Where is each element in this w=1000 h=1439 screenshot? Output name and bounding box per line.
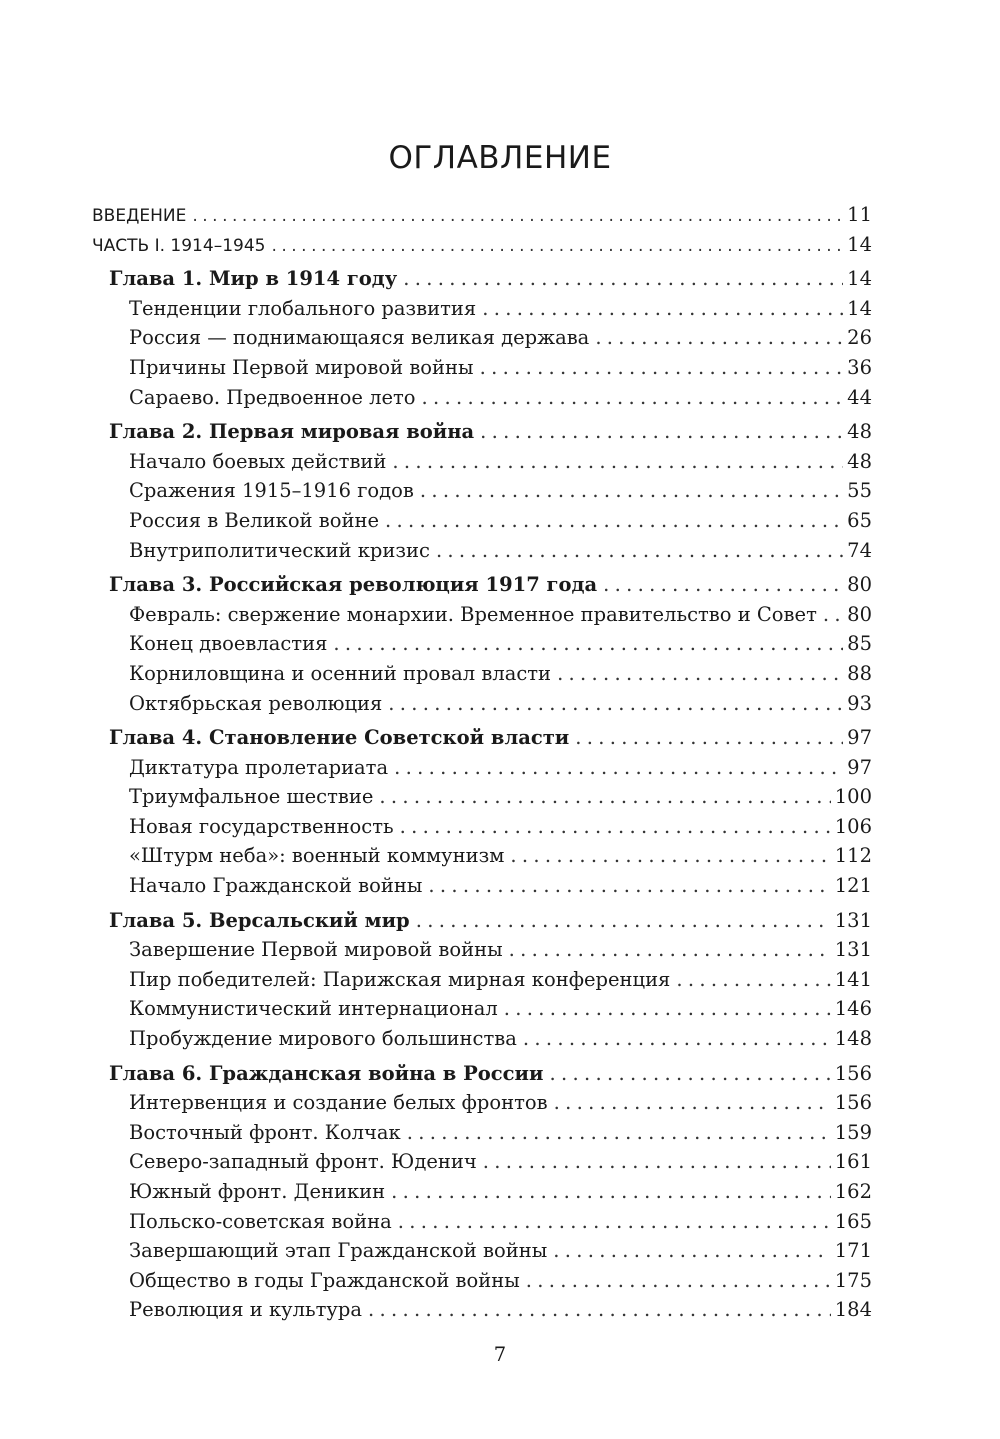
toc-chapter-entry[interactable]: [92, 1062, 872, 1092]
toc-section-entry[interactable]: [92, 1239, 872, 1269]
dot-leader: [368, 1298, 831, 1321]
toc-chapter-entry[interactable]: [92, 267, 872, 297]
toc-entry-page-number: 14: [847, 267, 872, 291]
toc-entry-title: Интервенция и создание белых фронтов: [129, 1091, 548, 1115]
toc-entry-page-number: 159: [834, 1120, 872, 1144]
dot-leader: [422, 386, 844, 409]
table-of-contents: [92, 203, 872, 1328]
toc-entry-page-number: 97: [847, 755, 872, 779]
toc-entry-title: Корниловщина и осенний провал власти: [129, 661, 552, 685]
toc-section-entry[interactable]: [92, 1091, 872, 1121]
toc-entry-title: Тенденции глобального развития: [129, 296, 477, 320]
dot-leader: [192, 206, 843, 226]
toc-entry-title: Пробуждение мирового большинства: [129, 1027, 517, 1051]
toc-part-entry[interactable]: [92, 233, 872, 263]
dot-leader: [549, 1062, 830, 1085]
toc-section-entry[interactable]: [92, 539, 872, 569]
dot-leader: [271, 236, 843, 256]
dot-leader: [392, 450, 843, 473]
toc-section-entry[interactable]: [92, 874, 872, 904]
toc-entry-title: Россия — поднимающаяся великая держава: [129, 326, 590, 350]
toc-entry-page-number: 97: [847, 726, 872, 750]
dot-leader: [526, 1269, 831, 1292]
dot-leader: [523, 1027, 831, 1050]
toc-entry-title: «Штурм неба»: военный коммунизм: [129, 844, 505, 868]
toc-entry-title: Февраль: свержение монархии. Временное правительство и Совет: [129, 602, 817, 626]
toc-entry-title: Россия в Великой войне: [129, 508, 380, 532]
dot-leader: [420, 479, 843, 502]
toc-entry-title: Сражения 1915–1916 годов: [129, 479, 414, 503]
dot-leader: [483, 1150, 831, 1173]
toc-section-entry[interactable]: [92, 356, 872, 386]
dot-leader: [480, 420, 843, 443]
toc-section-entry[interactable]: [92, 632, 872, 662]
toc-section-entry[interactable]: [92, 997, 872, 1027]
dot-leader: [436, 539, 843, 562]
dot-leader: [388, 692, 843, 715]
toc-entry-title: Южный фронт. Деникин: [129, 1180, 386, 1203]
toc-entry-page-number: 131: [834, 908, 872, 932]
toc-entry-title: Завершающий этап Гражданской войны: [129, 1239, 548, 1263]
toc-entry-title: Северо-западный фронт. Юденич: [129, 1150, 477, 1174]
toc-entry-page-number: 80: [847, 573, 872, 597]
toc-section-entry[interactable]: [92, 968, 872, 998]
page-title: ОГЛАВЛЕНИЕ: [388, 140, 612, 176]
toc-section-entry[interactable]: [92, 450, 872, 480]
toc-entry-page-number: 184: [834, 1298, 872, 1322]
toc-entry-page-number: 14: [847, 296, 872, 320]
toc-entry-page-number: 156: [834, 1091, 872, 1115]
toc-entry-page-number: 161: [834, 1150, 872, 1174]
toc-entry-page-number: 74: [847, 538, 872, 562]
toc-section-entry[interactable]: [92, 297, 872, 327]
toc-entry-title: Конец двоевластия: [129, 632, 328, 656]
toc-section-entry[interactable]: [92, 1269, 872, 1299]
toc-entry-page-number: 112: [834, 844, 872, 868]
toc-chapter-entry[interactable]: [92, 573, 872, 603]
toc-chapter-entry[interactable]: [92, 726, 872, 756]
toc-entry-page-number: 148: [834, 1027, 872, 1051]
dot-leader: [428, 874, 830, 897]
toc-entry-page-number: 80: [847, 602, 872, 626]
toc-entry-title: Польско-советская война: [129, 1209, 392, 1233]
page-number: 7: [493, 1343, 507, 1366]
toc-section-entry[interactable]: [92, 603, 872, 633]
toc-entry-title: Глава 2. Первая мировая война: [109, 420, 475, 444]
toc-entry-page-number: 146: [834, 997, 872, 1021]
toc-section-entry[interactable]: [92, 1210, 872, 1240]
toc-section-entry[interactable]: [92, 756, 872, 786]
toc-part-entry[interactable]: [92, 203, 872, 233]
toc-entry-page-number: 156: [834, 1061, 872, 1085]
toc-entry-title: Глава 3. Российская революция 1917 года: [109, 573, 598, 597]
toc-section-entry[interactable]: [92, 1121, 872, 1151]
toc-entry-title: Коммунистический интернационал: [129, 997, 498, 1021]
toc-entry-page-number: 14: [847, 232, 872, 256]
toc-entry-title: Глава 4. Становление Советской власти: [109, 726, 570, 750]
toc-section-entry[interactable]: [92, 509, 872, 539]
toc-chapter-entry[interactable]: [92, 909, 872, 939]
toc-entry-page-number: 175: [834, 1268, 872, 1292]
dot-leader: [480, 356, 844, 379]
toc-entry-page-number: 162: [834, 1180, 872, 1203]
toc-section-entry[interactable]: [92, 1150, 872, 1180]
toc-section-entry[interactable]: [92, 326, 872, 356]
toc-entry-title: Новая государственность: [129, 814, 394, 838]
toc-section-entry[interactable]: [92, 785, 872, 815]
dot-leader: [379, 785, 830, 808]
toc-entry-page-number: 93: [847, 691, 872, 715]
toc-entry-title: Завершение Первой мировой войны: [129, 938, 503, 962]
dot-leader: [400, 815, 831, 838]
toc-entry-page-number: 65: [847, 508, 872, 532]
toc-section-entry[interactable]: [92, 815, 872, 845]
toc-entry-page-number: 85: [847, 632, 872, 656]
toc-entry-page-number: 48: [847, 420, 872, 444]
toc-entry-page-number: 48: [847, 449, 872, 473]
dot-leader: [676, 968, 830, 991]
dot-leader: [504, 997, 831, 1020]
toc-entry-title: Восточный фронт. Колчак: [129, 1120, 401, 1144]
toc-section-entry[interactable]: [92, 386, 872, 416]
toc-entry-title: Революция и культура: [129, 1298, 363, 1322]
toc-entry-page-number: 36: [847, 355, 872, 379]
toc-entry-title: Пир победителей: Парижская мирная конференция: [129, 967, 671, 991]
toc-entry-page-number: 121: [834, 874, 872, 898]
toc-entry-page-number: 88: [847, 661, 872, 685]
toc-entry-title: Сараево. Предвоенное лето: [129, 385, 416, 409]
toc-entry-page-number: 44: [847, 385, 872, 409]
toc-section-entry[interactable]: [92, 844, 872, 874]
toc-entry-title: ЧАСТЬ I. 1914–1945: [92, 235, 266, 256]
toc-entry-title: Триумфальное шествие: [129, 785, 374, 809]
toc-entry-title: Начало Гражданской войны: [129, 874, 423, 898]
toc-entry-page-number: 141: [834, 967, 872, 991]
toc-entry-title: Октябрьская революция: [129, 691, 383, 715]
toc-section-entry[interactable]: [92, 662, 872, 692]
toc-section-entry[interactable]: [92, 479, 872, 509]
toc-entry-page-number: 11: [847, 203, 872, 226]
dot-leader: [416, 909, 831, 932]
dot-leader: [510, 844, 830, 867]
dot-leader: [603, 573, 843, 596]
toc-entry-page-number: 26: [847, 326, 872, 350]
toc-section-entry[interactable]: [92, 1180, 872, 1210]
dot-leader: [557, 662, 843, 685]
toc-entry-title: ВВЕДЕНИЕ: [92, 206, 187, 226]
toc-entry-page-number: 55: [847, 479, 872, 503]
dot-leader: [398, 1210, 831, 1233]
dot-leader: [509, 938, 831, 961]
dot-leader: [482, 297, 843, 320]
dot-leader: [333, 632, 843, 655]
dot-leader: [403, 267, 843, 290]
toc-entry-title: Внутриполитический кризис: [129, 538, 430, 562]
dot-leader: [823, 603, 843, 626]
toc-entry-page-number: 171: [834, 1239, 872, 1263]
dot-leader: [407, 1121, 831, 1144]
toc-entry-page-number: 106: [834, 814, 872, 838]
toc-entry-title: Причины Первой мировой войны: [129, 355, 474, 379]
toc-entry-title: Глава 5. Версальский мир: [109, 908, 410, 932]
toc-entry-title: Глава 1. Мир в 1914 году: [109, 267, 398, 291]
toc-section-entry[interactable]: [92, 692, 872, 722]
toc-section-entry[interactable]: [92, 1027, 872, 1057]
toc-entry-page-number: 165: [834, 1209, 872, 1233]
toc-entry-title: Начало боевых действий: [129, 449, 387, 473]
toc-entry-page-number: 131: [834, 938, 872, 962]
toc-entry-title: Диктатура пролетариата: [129, 755, 389, 779]
dot-leader: [554, 1091, 831, 1114]
dot-leader: [385, 509, 843, 532]
toc-section-entry[interactable]: [92, 938, 872, 968]
dot-leader: [553, 1239, 831, 1262]
dot-leader: [575, 726, 843, 749]
toc-entry-title: Глава 6. Гражданская война в России: [109, 1061, 544, 1085]
toc-entry-title: Общество в годы Гражданской войны: [129, 1268, 520, 1292]
toc-chapter-entry[interactable]: [92, 420, 872, 450]
toc-entry-page-number: 100: [834, 785, 872, 809]
dot-leader: [595, 326, 843, 349]
dot-leader: [394, 756, 843, 779]
dot-leader: [391, 1180, 831, 1203]
toc-section-entry[interactable]: [92, 1298, 872, 1328]
